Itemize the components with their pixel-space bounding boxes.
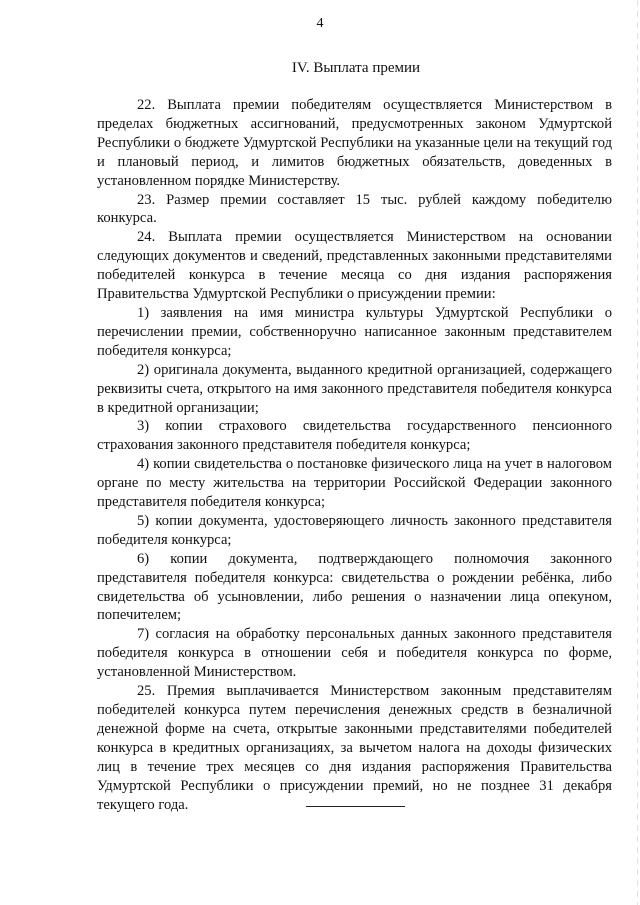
list-item-2: 2) оригинала документа, выданного кредитной организацией, содержащего реквизиты счета, открытого на имя законного представителя победителя конкурса в кредитной организации; <box>97 361 612 416</box>
section-body <box>97 96 612 814</box>
list-item-4: 4) копии свидетельства о постановке физического лица на учет в налоговом органе по месту жительства на территории Российской Федерации законного представителя победителя конкурса; <box>97 456 612 511</box>
paragraph-24: 24. Выплата премии осуществляется Министерством на основании следующих документов и сведений, представленных законными представителями победителей конкурса в течение месяца со дня издания распоряжения Правительства Удмуртской Республики о присуждении премии: <box>97 229 612 303</box>
page-number: 4 <box>316 16 324 31</box>
paragraph-22: 22. Выплата премии победителям осуществляется Министерством в пределах бюджетных ассигнований, предусмотренных законом Удмуртской Республики о бюджете Удмуртской Республики на указанные цели на текущий год и плановый период, и лимитов бюджетных обязательств, доведенных в установленном порядке Министерству. <box>97 97 612 189</box>
list-item-1: 1) заявления на имя министра культуры Удмуртской Республики о перечислении премии, собственноручно написанное законным представителем победителя конкурса; <box>97 304 612 359</box>
list-item-7: 7) согласия на обработку персональных данных законного представителя победителя конкурса в отношении себя и победителя конкурса по форме, установленной Министерством. <box>97 626 612 681</box>
list-item-3: 3) копии страхового свидетельства государственного пенсионного страхования законного представителя победителя конкурса; <box>97 418 612 454</box>
list-item-5: 5) копии документа, удостоверяющего личность законного представителя победителя конкурса; <box>97 512 612 548</box>
scan-edge-line <box>637 0 638 905</box>
paragraph-25: 25. Премия выплачивается Министерством законным представителям победителей конкурса путем перечисления денежных средств в безналичной денежной форме на счета, открытые законными представителями победителей конкурса в кредитных организациях, за вычетом налога на доходы физических лиц в течение трех месяцев со дня издания распоряжения Правительства Удмуртской Республики о присуждении премий, но не позднее 31 декабря текущего года. <box>97 683 612 813</box>
paragraph-23: 23. Размер премии составляет 15 тыс. рублей каждому победителю конкурса. <box>97 191 612 227</box>
list-item-6: 6) копии документа, подтверждающего полномочия законного представителя победителя конкурса: свидетельства о рождении ребёнка, либо свидетельства об усыновлении, либо решения о назначении лица опекуном, попечителем; <box>97 550 612 624</box>
end-of-text-rule <box>306 806 405 807</box>
section-title: IV. Выплата премии <box>291 60 421 76</box>
